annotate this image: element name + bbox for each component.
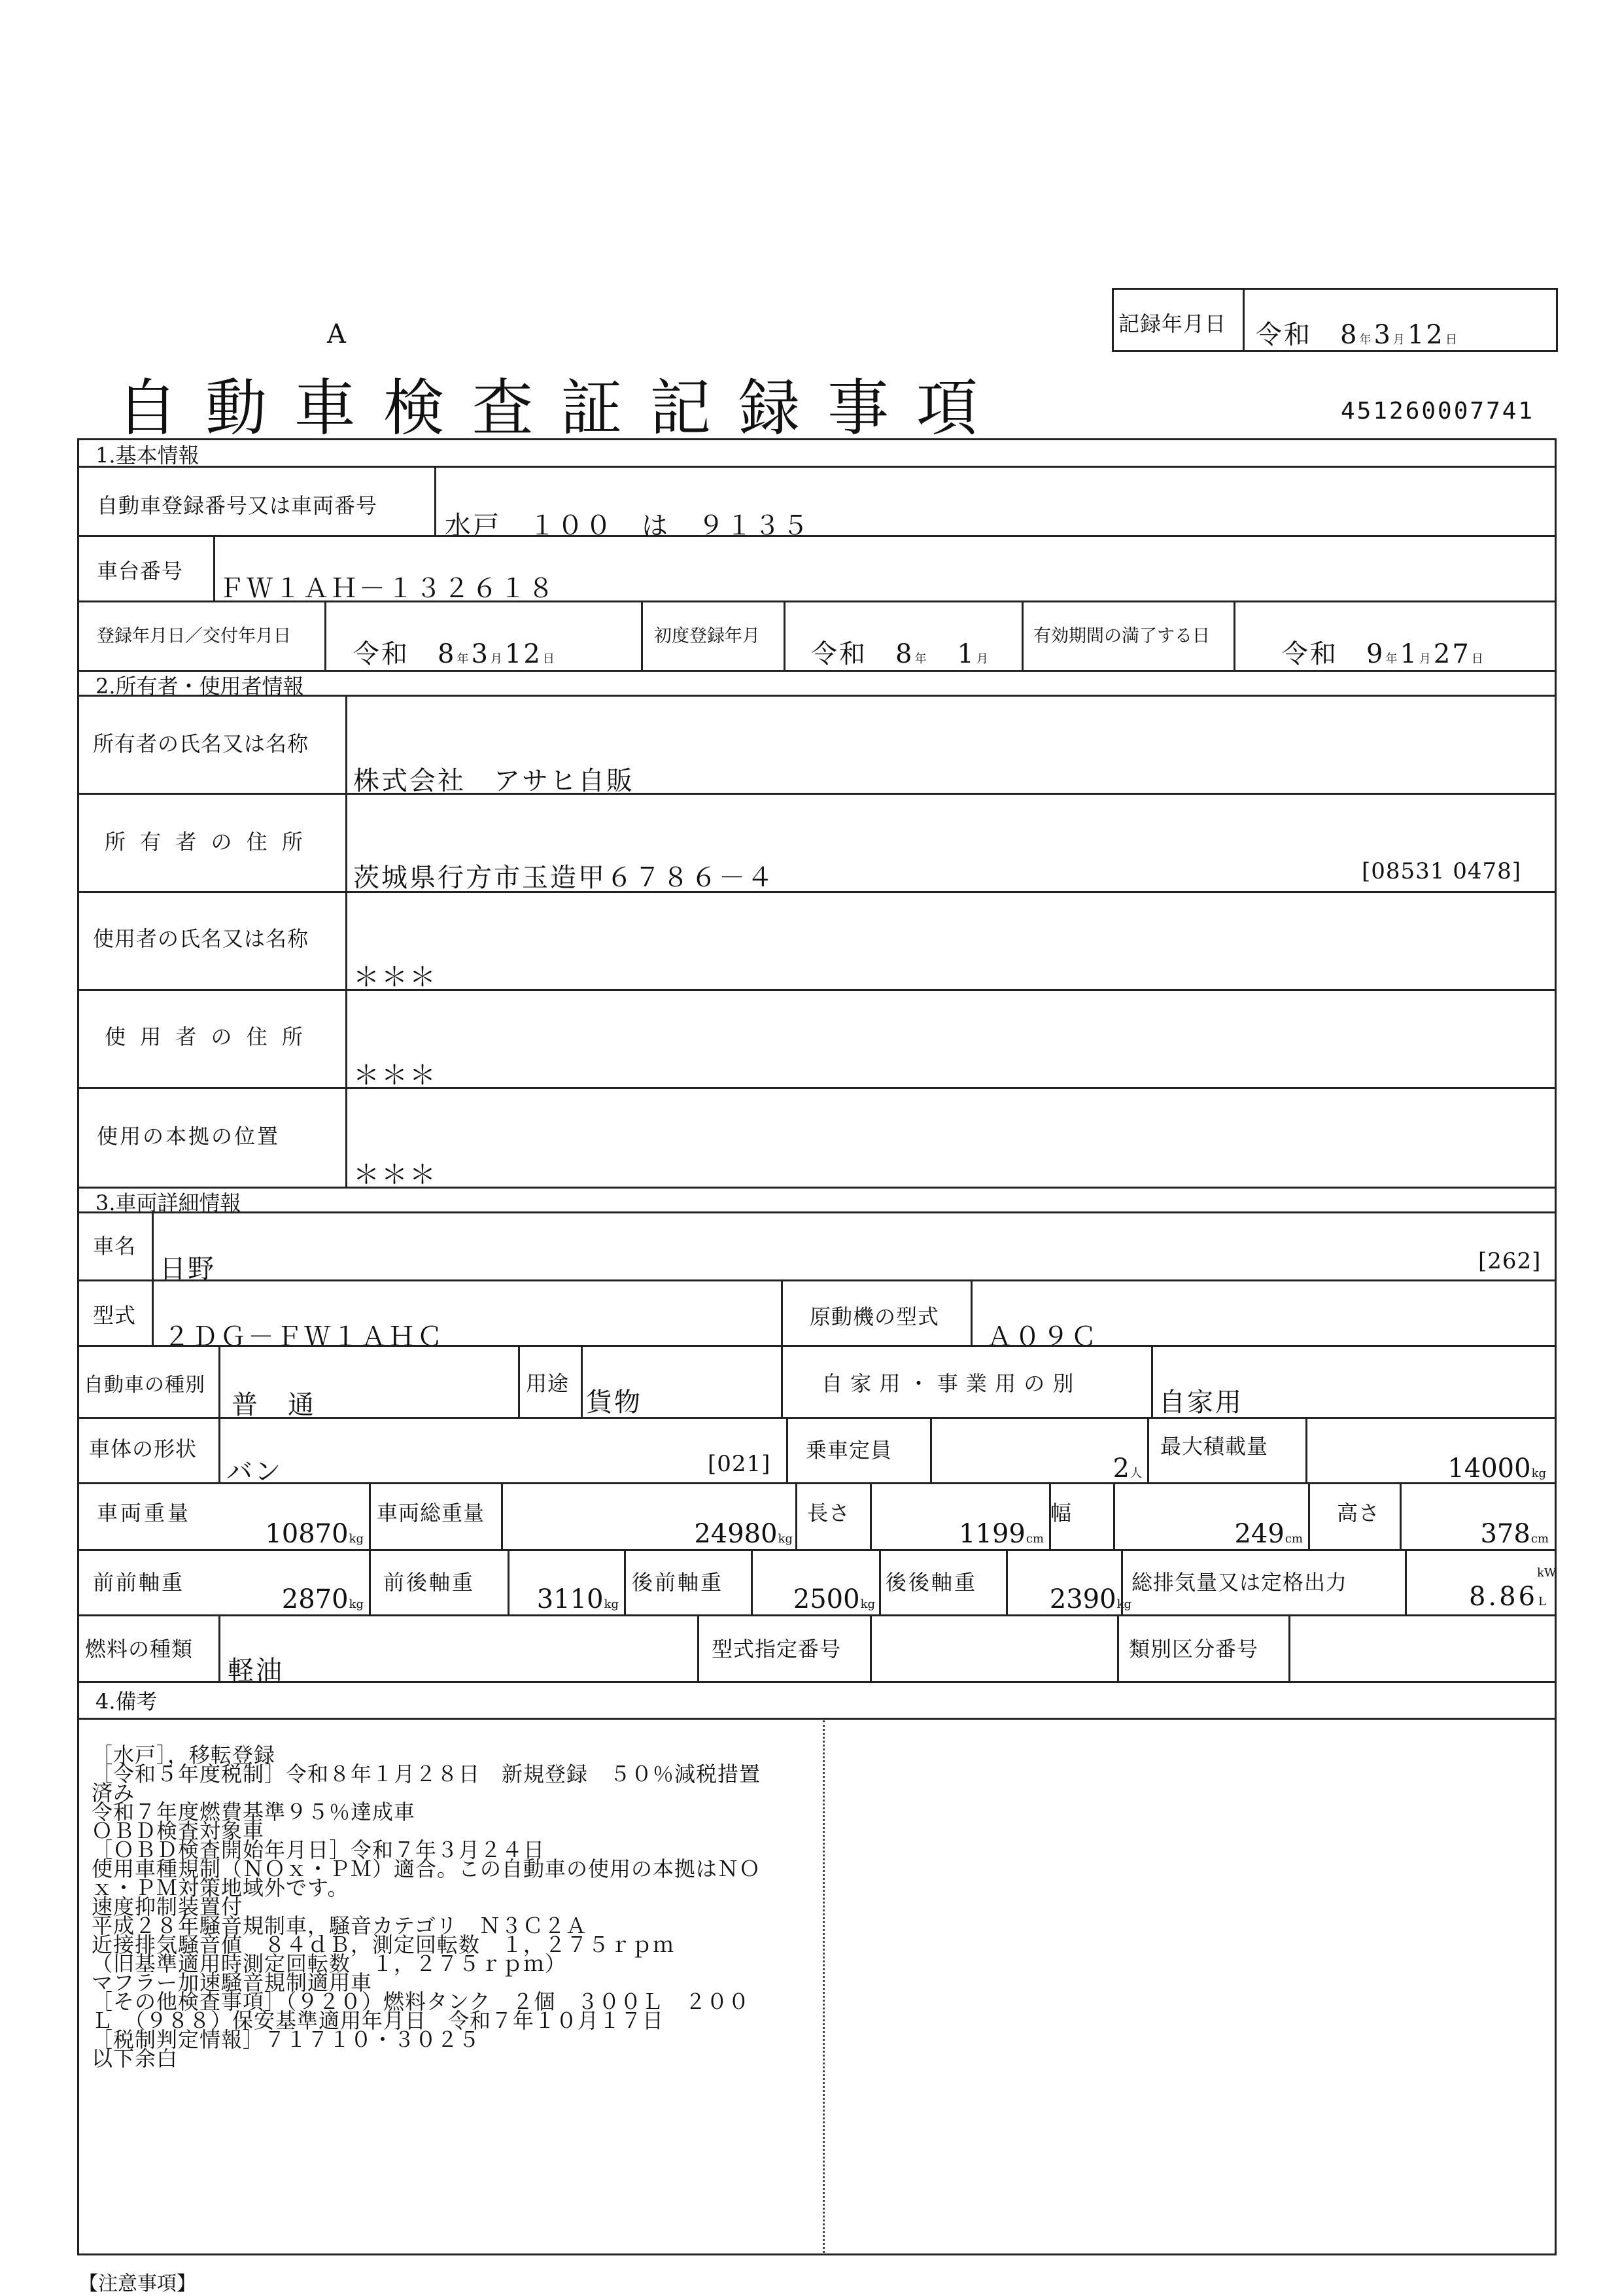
user-name-label: 使用者の氏名又は名称	[93, 926, 309, 951]
expiry-label: 有効期間の満了する日	[1033, 626, 1210, 646]
capacity-label: 乗車定員	[806, 1438, 893, 1463]
width-label: 幅	[1050, 1501, 1073, 1525]
fuel-label: 燃料の種類	[85, 1637, 194, 1661]
user-address-label: 使 用 者 の 住 所	[105, 1024, 307, 1049]
user-address-value: ＊＊＊	[353, 1060, 438, 1090]
car-name-label: 車名	[93, 1234, 137, 1259]
use-value: 貨物	[586, 1387, 642, 1418]
document-number: 451260007741	[1341, 398, 1535, 425]
capacity-value: 2人	[1113, 1453, 1142, 1484]
remark-line: 令和７年度燃費基準９５％達成車	[92, 1800, 416, 1824]
record-date-label: 記録年月日	[1118, 311, 1227, 336]
owner-name-value: 株式会社 アサヒ自販	[353, 766, 634, 796]
owner-address-code: [08531 0478]	[1362, 858, 1522, 884]
height-value: 378cm	[1480, 1519, 1549, 1549]
rf-axle-value: 2500kg	[793, 1584, 875, 1614]
owner-address-value: 茨城県行方市玉造甲６７８６－４	[353, 863, 775, 893]
fr-axle-label: 前後軸重	[383, 1570, 475, 1595]
remark-line: ［税制判定情報］７１７１０・３０２５	[92, 2027, 481, 2052]
kw-unit: kW	[1537, 1566, 1557, 1580]
page-title: 自 動 車 検 査 証 記 録 事 項	[116, 373, 982, 444]
ff-axle-label: 前前軸重	[93, 1570, 185, 1595]
remark-line: （旧基準適用時測定回転数 １，２７５ｒｐｍ）	[92, 1951, 567, 1976]
remark-line: ［ＯＢＤ検査開始年月日］令和７年３月２４日	[92, 1837, 545, 1862]
firstreg-label: 初度登録年月	[654, 626, 760, 646]
body-shape-label: 車体の形状	[89, 1436, 198, 1461]
section-3-title: 3.車両詳細情報	[95, 1191, 241, 1215]
remark-line: ＯＢＤ検査対象車	[92, 1818, 265, 1843]
chassis-value: ＦＷ１ＡＨ－１３２６１８	[218, 574, 556, 604]
reg-number-label: 自動車登録番号又は車両番号	[97, 493, 378, 518]
user-name-value: ＊＊＊	[353, 962, 438, 992]
remark-line: ［その他検査事項］（９２０）燃料タンク ２個 ３００Ｌ ２００	[92, 1989, 750, 2014]
model-value: ２ＤＧ－ＦＷ１ＡＨＣ	[164, 1322, 445, 1352]
vehicle-weight-value: 10870kg	[265, 1519, 364, 1549]
class-number-label: 類別区分番号	[1129, 1637, 1259, 1661]
max-load-label: 最大積載量	[1160, 1434, 1269, 1459]
owner-address-label: 所 有 者 の 住 所	[105, 829, 307, 854]
fuel-value: 軽油	[228, 1656, 284, 1686]
use-label: 用途	[526, 1371, 570, 1396]
remark-line: 以下余白	[92, 2046, 179, 2071]
model-label: 型式	[93, 1303, 137, 1328]
firstreg-value: 令和 8年 1月	[811, 639, 988, 669]
max-load-value: 14000kg	[1447, 1453, 1546, 1484]
chassis-label: 車台番号	[97, 559, 184, 583]
displacement-label: 総排気量又は定格出力	[1131, 1570, 1348, 1595]
base-location-label: 使用の本拠の位置	[97, 1124, 281, 1149]
owner-name-label: 所有者の氏名又は名称	[93, 731, 309, 756]
length-value: 1199cm	[959, 1519, 1044, 1549]
gross-weight-label: 車両総重量	[377, 1501, 485, 1525]
section-2-title: 2.所有者・使用者情報	[95, 674, 304, 699]
height-label: 高さ	[1337, 1501, 1381, 1525]
gross-weight-value: 24980kg	[694, 1519, 793, 1549]
length-label: 長さ	[807, 1501, 851, 1525]
engine-model-value: Ａ０９Ｃ	[986, 1322, 1099, 1352]
width-value: 249cm	[1234, 1519, 1303, 1549]
section-1-title: 1.基本情報	[95, 443, 199, 468]
vehicle-weight-label: 車両重量	[97, 1501, 192, 1525]
body-shape-value: バン	[226, 1457, 283, 1487]
remarks-divider	[823, 1720, 825, 2253]
remarks-text	[92, 1727, 761, 2087]
regdate-label: 登録年月日／交付年月日	[97, 626, 291, 646]
regdate-value: 令和 8年 3月 12日	[353, 639, 555, 669]
engine-model-label: 原動機の型式	[810, 1304, 940, 1329]
fr-axle-value: 3110kg	[536, 1584, 619, 1614]
remark-line: Ｌ （９８８）保安基準適用年月日 令和７年１０月１７日	[92, 2008, 664, 2033]
private-business-value: 自家用	[1159, 1387, 1243, 1418]
rr-axle-label: 後後軸重	[886, 1570, 978, 1595]
remark-line: 速度抑制装置付	[92, 1894, 243, 1919]
car-name-value: 日野	[160, 1254, 216, 1284]
body-shape-code: [021]	[708, 1451, 771, 1477]
expiry-value: 令和 9年 1月 27日	[1282, 639, 1483, 669]
vehicle-kind-value: 普 通	[232, 1390, 316, 1420]
remark-line: ［水戸］，移転登録	[92, 1743, 276, 1767]
rf-axle-label: 後前軸重	[632, 1570, 724, 1595]
record-date: 令和 8年 3月 12日	[1256, 320, 1457, 350]
remark-line: 平成２８年騒音規制車，騒音カテゴリ Ｎ３Ｃ２Ａ	[92, 1913, 587, 1938]
private-business-label: 自 家 用 ・ 事 業 用 の 別	[821, 1371, 1075, 1396]
remark-line: 使用車種規制（ＮＯｘ・ＰＭ）適合。この自動車の使用の本拠はＮＯ	[92, 1856, 761, 1881]
footer-note: 【注意事項】	[78, 2272, 196, 2295]
reg-number-value: 水戸 １００ は ９１３５	[445, 511, 810, 541]
sheet-mark: A	[327, 319, 346, 349]
section-4-title: 4.備考	[95, 1689, 158, 1714]
car-name-code: [262]	[1478, 1248, 1542, 1274]
remark-line: ［令和５年度税制］令和８年１月２８日 新規登録 ５０％減税措置	[92, 1762, 761, 1786]
type-designation-label: 型式指定番号	[712, 1637, 842, 1661]
vehicle-kind-label: 自動車の種別	[84, 1374, 205, 1397]
remark-line: 済み	[92, 1781, 135, 1805]
ff-axle-value: 2870kg	[281, 1584, 364, 1614]
remark-line: 近接排気騒音値 ８４ｄＢ，測定回転数 １，２７５ｒｐｍ	[92, 1932, 675, 1957]
remark-line: マフラー加速騒音規制適用車	[92, 1970, 373, 1995]
displacement-value: 8.86L	[1468, 1582, 1546, 1612]
base-location-value: ＊＊＊	[353, 1160, 438, 1190]
rr-axle-value: 2390kg	[1049, 1584, 1131, 1614]
remark-line: ｘ・ＰＭ対策地域外です。	[92, 1875, 349, 1900]
